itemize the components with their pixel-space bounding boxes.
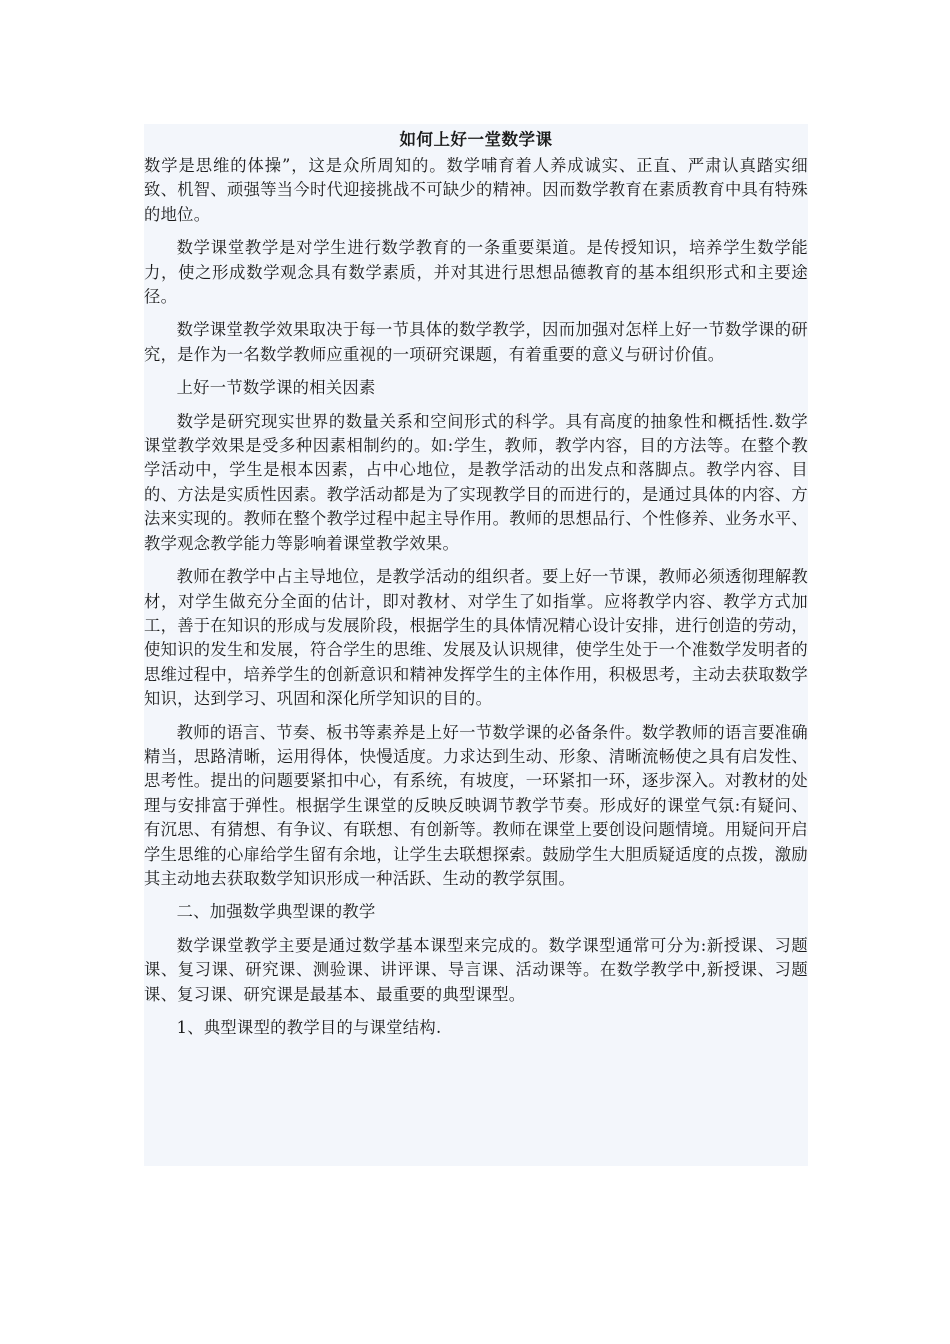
- paragraph-teacher-qualities: 教师的语言、节奏、板书等素养是上好一节数学课的必备条件。数学教师的语言要准确精当，思路清晰，运用得体，快慢适度。力求达到生动、形象、清晰流畅使之具有启发性、思考性。提出的问题要紧扣中心，有系统，有坡度，一环紧扣一环，逐步深入。对教材的处理与安排富于弹性。根据学生课堂的反映反映调节教学节奏。形成好的课堂气氛:有疑问、有沉思、有猜想、有争议、有联想、有创新等。教师在课堂上要创设问题情境。用疑问开启学生思维的心扉给学生留有余地，让学生去联想探索。鼓励学生大胆质疑适度的点拨，激励其主动地去获取数学知识形成一种活跃、生动的教学氛围。: [144, 722, 808, 888]
- paragraph-intro: 数学是思维的体操”，这是众所周知的。数学哺育着人养成诚实、正直、严肃认真踏实细致、机智、顽强等当今时代迎接挑战不可缺少的精神。因而数学教育在素质教育中具有特殊的地位。: [144, 156, 808, 224]
- paragraph-teaching-effect: 数学课堂教学效果取决于每一节具体的数学教学，因而加强对怎样上好一节数学课的研究，是作为一名数学教师应重视的一项研究课题，有着重要的意义与研讨价值。: [144, 320, 808, 364]
- paragraph-math-science: 数学是研究现实世界的数量关系和空间形式的科学。具有高度的抽象性和概括性.数学课堂教学效果是受多种因素相制约的。如:学生，教师，教学内容，目的方法等。在整个教学活动中，学生是根本因素，占中心地位，是教学活动的出发点和落脚点。教学内容、目的、方法是实质性因素。教学活动都是为了实现教学目的而进行的，是通过具体的内容、方法来实现的。教师在整个教学过程中起主导作用。教师的思想品行、个性修养、业务水平、教学观念教学能力等影响着课堂教学效果。: [144, 411, 808, 553]
- paragraph-teacher-leading: 教师在教学中占主导地位，是教学活动的组织者。要上好一节课，教师必须透彻理解教材，对学生做充分全面的估计，即对教材、对学生了如指掌。应将教学内容、教学方式加工，善于在知识的形成与发展阶段，根据学生的具体情况精心设计安排，进行创造的劳动，使知识的发生和发展，符合学生的思维、发展及认识规律，使学生处于一个准数学发明者的思维过程中，培养学生的创新意识和精神发挥学生的主体作用，积极思考，主动去获取数学知识，达到学习、巩固和深化所学知识的目的。: [144, 567, 808, 709]
- document-page: [144, 124, 808, 1166]
- subheading-lesson-structure: 1、典型课型的教学目的与课堂结构.: [176, 1018, 442, 1037]
- paragraph-classroom-teaching: 数学课堂教学是对学生进行数学教育的一条重要渠道。是传授知识，培养学生数学能力，使之形成数学观念具有数学素质，并对其进行思想品德教育的基本组织形式和主要途径。: [144, 238, 808, 307]
- section-heading-typical-lessons: 二、加强数学典型课的教学: [176, 902, 376, 922]
- section-heading-factors: 上好一节数学课的相关因素: [176, 378, 376, 398]
- paragraph-lesson-types: 数学课堂教学主要是通过数学基本课型来完成的。数学课型通常可分为:新授课、习题课、复习课、研究课、测验课、讲评课、导言课、活动课等。在数学教学中,新授课、习题课、复习课、研究课是最基本、最重要的典型课型。: [144, 935, 808, 1004]
- document-title: 如何上好一堂数学课: [399, 130, 553, 149]
